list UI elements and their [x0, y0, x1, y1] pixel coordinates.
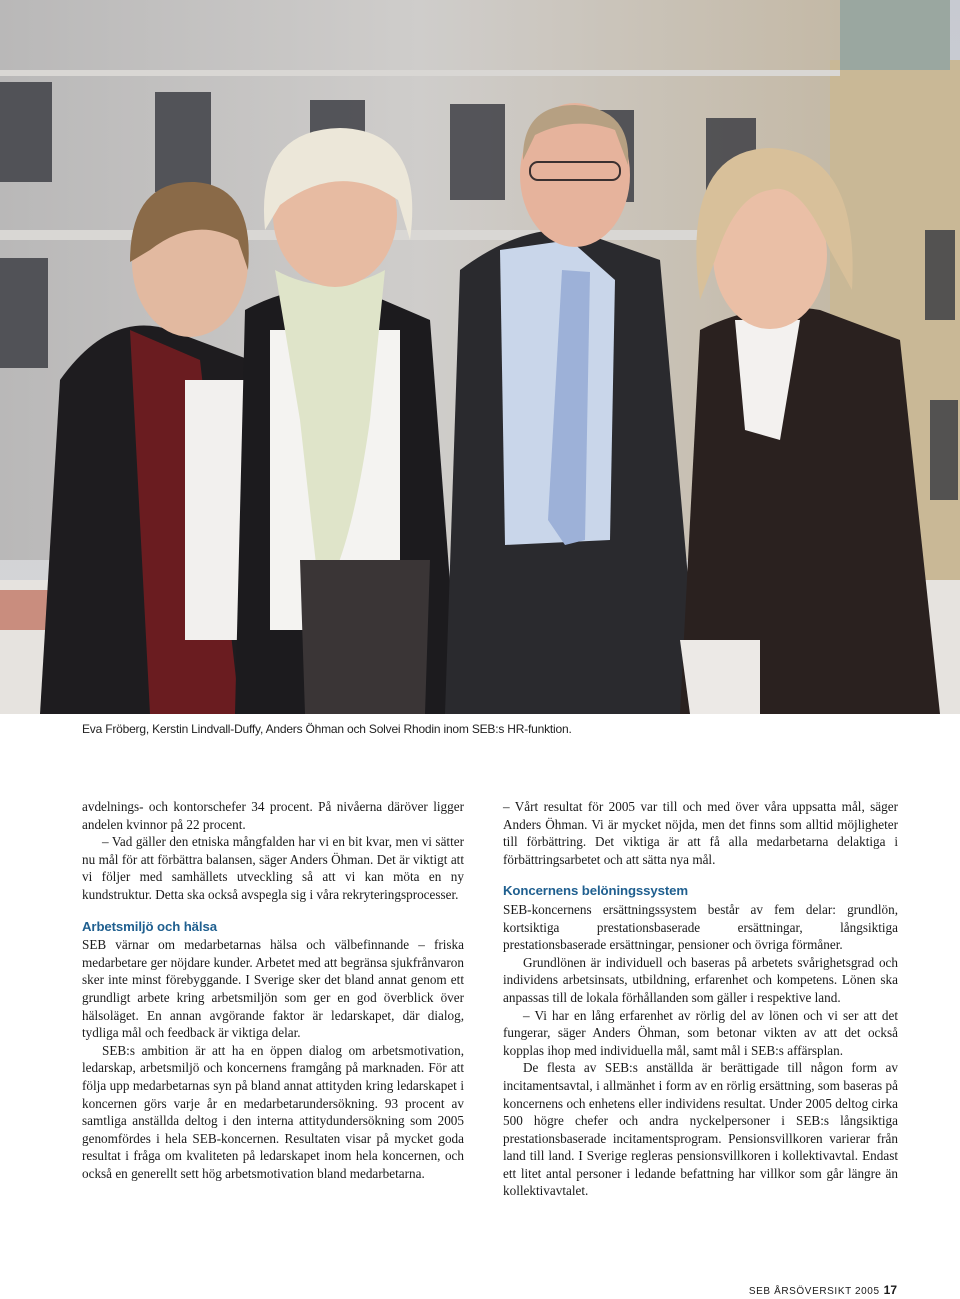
heading-arbetsmiljo: Arbetsmiljö och hälsa: [82, 918, 217, 934]
right-paragraph-1: – Vårt resultat för 2005 var till och med över våra uppsatta mål, säger Anders Öhman. Vi är mycket nöjda, men det finns som alltid möjligheter till förbättring. Det viktiga är att få alla medarbetarna delaktiga i förbättringsarbetet och att sätta nya mål.: [503, 799, 898, 867]
left-paragraph-1: avdelnings- och kontorschefer 34 procent. På nivåerna däröver ligger andelen kvinnor på 22 procent.: [82, 799, 464, 832]
right-paragraph-5: De flesta av SEB:s anställda är berättigade till någon form av incitamentsavtal, i allmänhet i form av en rörlig ersättning, som baseras på koncernens och enhetens eller individens resultat. Under 2005 deltog cirka 500 högre chefer och andra nyckelpersoner i SEB:s långsiktiga prestationsbaserade incitamentsprogram. Pensionsvillkoren varierar från land till land. I Sverige regleras pensionsvillkoren i kollektivavtal. Endast ett litet antal personer i ledande befattning har villkor som går längre än kollektivavtalet.: [503, 1060, 898, 1199]
left-paragraph-4: SEB:s ambition är att ha en öppen dialog om arbetsmotivation, ledarskap, arbetsmiljö och koncernens framgång på marknaden. För att följa upp medarbetarnas syn på bland annat attityden kring ledarskapet i koncernen görs varje år en medarbetarundersökning. 93 procent av samtliga anställda deltog i den interna attitydundersökning som 2005 genomfördes i hela SEB-koncernen. Resultaten visar på mycket goda resultat i fråga om kvaliteten på ledarskapet inom hela koncernen, och också en generellt sett hög arbetsmotivation bland medarbetarna.: [82, 1042, 464, 1181]
right-paragraph-3: Grundlönen är individuell och baseras på arbetets svårighetsgrad och individens arbetsinsats, utbildning, erfarenhet och kompetens. Lönen ska anpassas till de lokala förhållanden som gäller i respektive land.: [503, 954, 898, 1005]
photo-caption: Eva Fröberg, Kerstin Lindvall-Duffy, Anders Öhman och Solvei Rhodin inom SEB:s HR-funktion.: [82, 722, 572, 736]
page-number: 17: [883, 1283, 897, 1297]
right-column: [503, 798, 898, 1200]
right-paragraph-4: – Vi har en lång erfarenhet av rörlig del av lönen och vi ser att det fungerar, säger Anders Öhman, som betonar vikten av att det också kopplas ihop med individuella mål, samt mål i SEB:s affärsplan.: [503, 1007, 898, 1058]
report-title: SEB ÅRSÖVERSIKT 2005: [748, 1286, 880, 1297]
left-column: [82, 798, 464, 1182]
left-paragraph-2: – Vad gäller den etniska mångfalden har vi en bit kvar, men vi sätter nu mål för att förbättra balansen, säger Anders Öhman. Det är viktigt att vi följer med samhällets utveckling så att vi kan möta en ny kundstruktur. Detta ska också avspegla sig i våra rekryteringsprocesser.: [82, 834, 464, 902]
heading-beloningssystem: Koncernens belöningssystem: [503, 883, 689, 899]
page-footer: [749, 1281, 897, 1299]
right-paragraph-2: SEB-koncernens ersättningssystem består av fem delar: grundlön, kortsiktiga prestationsbaserade ersättningar, långsiktiga prestationsbaserade ersättningar, pensioner och övriga förmåner.: [503, 901, 898, 953]
left-paragraph-3: SEB värnar om medarbetarnas hälsa och välbefinnande – friska medarbetare ger nöjdare kunder. Arbetet med att begränsa sjukfrånvaron sker inte minst förebyggande. I Sverige sker det bland annat genom ett grundligt arbete kring arbetsmiljön som ger en god överblick över hälsoläget. En annan avgörande faktor är ledarskapet, där dialog, tydliga mål och feedback är viktiga delar.: [82, 937, 464, 1041]
